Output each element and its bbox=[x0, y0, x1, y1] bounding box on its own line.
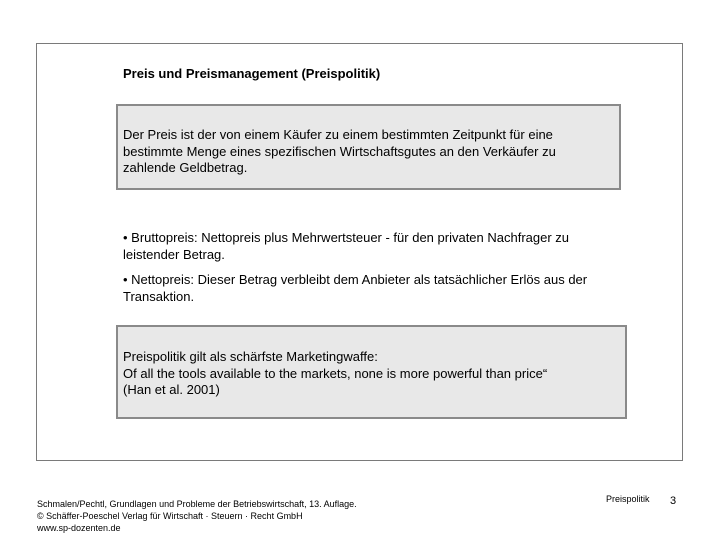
bullet-line: Transaktion. bbox=[123, 288, 195, 304]
slide-title: Preis und Preismanagement (Preispolitik) bbox=[123, 66, 381, 81]
bullet-bruttopreis bbox=[123, 230, 623, 263]
quote-line: (Han et al. 2001) bbox=[123, 382, 220, 397]
bullet-list bbox=[123, 230, 623, 314]
quote-line: Preispolitik gilt als schärfste Marketingwaffe: bbox=[123, 349, 378, 364]
quote-line: Of all the tools available to the markets, none is more powerful than price“ bbox=[123, 365, 548, 381]
footer-source-line: Schmalen/Pechtl, Grundlagen und Probleme der Betriebswirtschaft, 13. Auflage. bbox=[37, 499, 357, 509]
definition-line: bestimmte Menge eines spezifischen Wirtschaftsgutes an den Verkäufer zu bbox=[123, 143, 556, 159]
quote-box bbox=[116, 325, 627, 419]
definition-box bbox=[116, 104, 621, 190]
footer-source bbox=[37, 498, 357, 534]
footer-source-line: © Schäffer-Poeschel Verlag für Wirtschaft · Steuern · Recht GmbH bbox=[37, 511, 303, 521]
bullet-line: • Bruttopreis: Nettopreis plus Mehrwertsteuer - für den privaten Nachfrager zu bbox=[123, 230, 570, 245]
definition-line: Der Preis ist der von einem Käufer zu einem bestimmten Zeitpunkt für eine bbox=[123, 127, 553, 142]
bullet-line: • Nettopreis: Dieser Betrag verbleibt dem Anbieter als tatsächlicher Erlös aus der bbox=[123, 272, 588, 287]
bullet-line: leistender Betrag. bbox=[123, 246, 225, 262]
page-number: 3 bbox=[670, 495, 677, 507]
bullet-nettopreis bbox=[123, 272, 623, 305]
footer-section-label: Preispolitik bbox=[606, 494, 650, 504]
definition-line: zahlende Geldbetrag. bbox=[123, 160, 248, 175]
footer-source-link[interactable]: www.sp-dozenten.de bbox=[37, 523, 121, 533]
